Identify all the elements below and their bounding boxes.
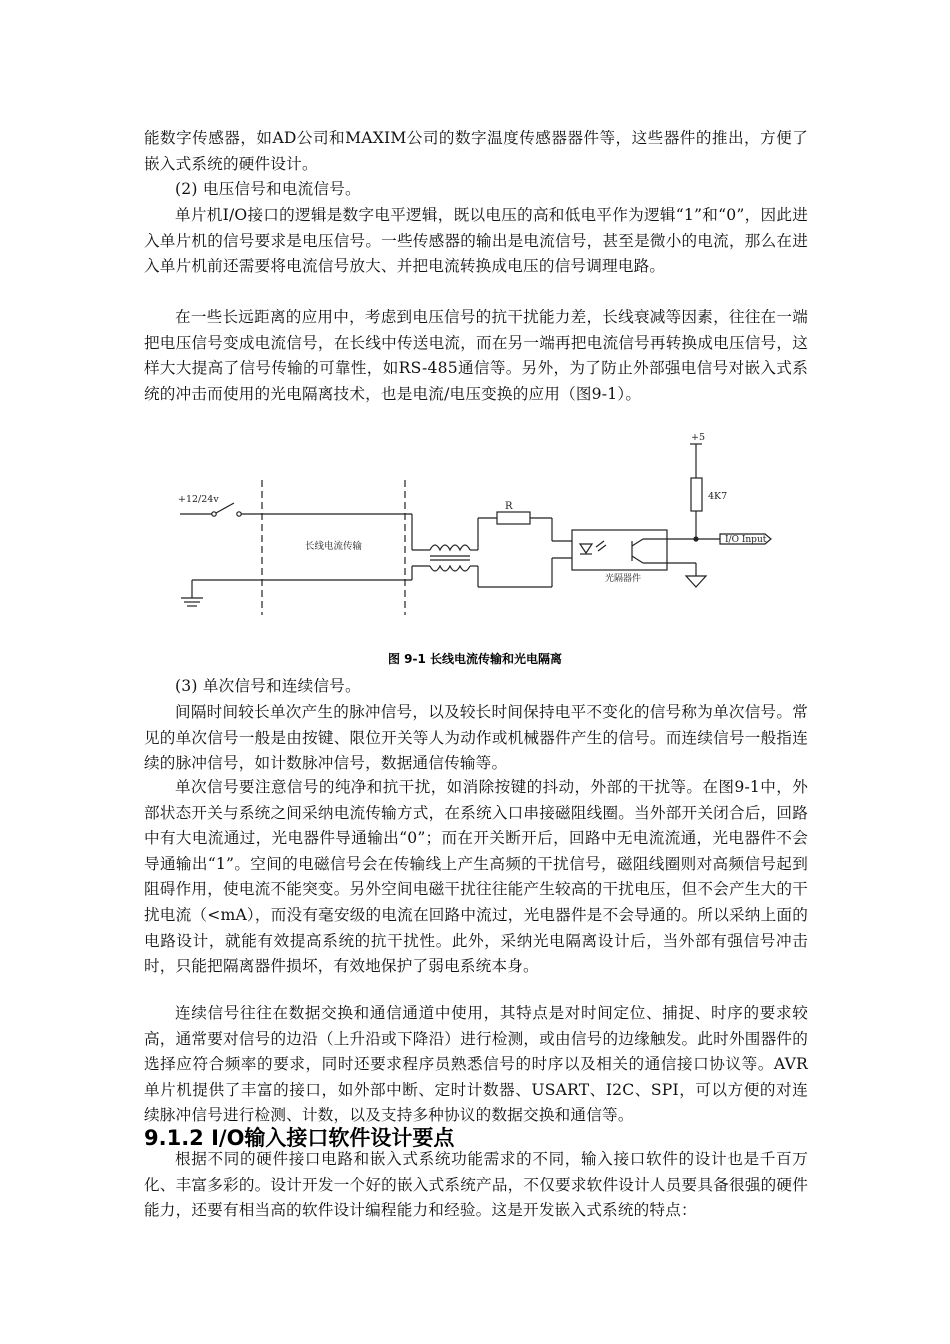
vcc-label: +5 xyxy=(691,432,706,443)
paragraph-sensor-continued: 能数字传感器，如AD公司和MAXIM公司的数字温度传感器器件等，这些器件的推出，方便了嵌入式系统的硬件设计。 xyxy=(144,129,808,173)
section-heading: 9.1.2 I/O输入接口软件设计要点 xyxy=(144,1126,455,1150)
choke-coil-upper xyxy=(430,545,470,550)
paragraph-software-design: 根据不同的硬件接口电路和嵌入式系统功能需求的不同，输入接口软件的设计也是千百万化、丰富多彩的。设计开发一个好的嵌入式系统产品，不仅要求软件设计人员要具备很强的硬件能力，还要有相当高的软件设计编程能力和经验。这是开发嵌入式系统的特点： xyxy=(144,1150,808,1220)
switch-contact-left xyxy=(212,512,216,516)
resistor-4k7-icon xyxy=(691,478,702,511)
led-icon xyxy=(580,544,592,553)
cable-label: 长线电流传输 xyxy=(305,541,363,552)
switch-contact-right xyxy=(237,512,241,516)
paragraph-item-2: (2) 电压信号和电流信号。 xyxy=(175,180,361,198)
supply-label: +12/24v xyxy=(178,494,219,505)
resistor-r-label: R xyxy=(505,501,513,512)
choke-coil-lower xyxy=(430,566,470,571)
figure-caption: 图 9-1 长线电流传输和光电隔离 xyxy=(387,652,563,666)
paragraph-single-signal: 间隔时间较长单次产生的脉冲信号，以及较长时间保持电平不变化的信号称为单次信号。常见的单次信号一般是由按键、限位开关等人为动作或机械器件产生的信号。而连续信号一般指连续的脉冲信号，如计数脉冲信号，数据通信传输等。 xyxy=(144,703,808,773)
paragraph-voltage-logic: 单片机I/O接口的逻辑是数字电平逻辑，既以电压的高和低电平作为逻辑“1”和“0”，因此进入单片机的信号要求是电压信号。一些传感器的输出是电流信号，甚至是微小的电流，那么在进入单片机前还需要将电流信号放大、并把电流转换成电压的信号调理电路。 xyxy=(144,206,808,276)
optocoupler-label: 光隔器件 xyxy=(605,574,642,584)
phototransistor-emitter xyxy=(632,556,643,563)
paragraph-item-3: (3) 单次信号和连续信号。 xyxy=(175,677,361,695)
paragraph-long-distance: 在一些长远距离的应用中，考虑到电压信号的抗干扰能力差，长线衰减等因素，往往在一端把电压信号变成电流信号，在长线中传送电流，而在另一端再把电流信号再转换成电压信号，这样大大提高了信号传输的可靠性，如RS-485通信等。另外，为了防止外部强电信号对嵌入式系统的冲击而使用的光电隔离技术，也是电流/电压变换的应用（图9-1）。 xyxy=(144,308,808,403)
ground-triangle-icon xyxy=(686,576,706,587)
light-arrow-1 xyxy=(596,541,604,547)
paragraph-continuous-signal: 连续信号往往在数据交换和通信通道中使用，其特点是对时间定位、捕捉、时序的要求较高，通常要对信号的边沿（上升沿或下降沿）进行检测，或由信号的边缘触发。此时外围器件的选择应符合频率的要求，同时还要求程序员熟悉信号的时序以及相关的通信接口协议等。AVR单片机提供了丰富的接口，如外部中断、定时计数器、USART、I2C、SPI，可以方便的对连续脉冲信号进行检测、计数，以及支持多种协议的数据交换和通信等。 xyxy=(144,1004,808,1125)
light-arrow-2 xyxy=(598,545,606,551)
resistor-4k7-label: 4K7 xyxy=(708,491,728,502)
output-label: I/O Input xyxy=(725,535,767,545)
resistor-r-icon xyxy=(497,512,530,524)
phototransistor-collector xyxy=(632,539,643,546)
paragraph-anti-interference: 单次信号要注意信号的纯净和抗干扰，如消除按键的抖动，外部的干扰等。在图9-1中，外部状态开关与系统之间采纳电流传输方式，在系统入口串接磁阻线圈。当外部开关闭合后，回路中有大电流通过，光电器件导通输出“0”；而在开关断开后，回路中无电流流通，光电器件不会导通输出“1”。空间的电磁信号会在传输线上产生高频的干扰信号，磁阻线圈则对高频信号起到阻碍作用，使电流不能突变。另外空间电磁干扰往往能产生较高的干扰电压，但不会产生大的干扰电流（<mA），而没有毫安级的电流在回路中流过，光电器件是不会导通的。所以采纳上面的电路设计，就能有效提高系统的抗干扰性。此外，采纳光电隔离设计后，当外部有强信号冲击时，只能把隔离器件损坏，有效地保护了弱电系统本身。 xyxy=(144,778,808,976)
optocoupler-box xyxy=(572,530,667,570)
